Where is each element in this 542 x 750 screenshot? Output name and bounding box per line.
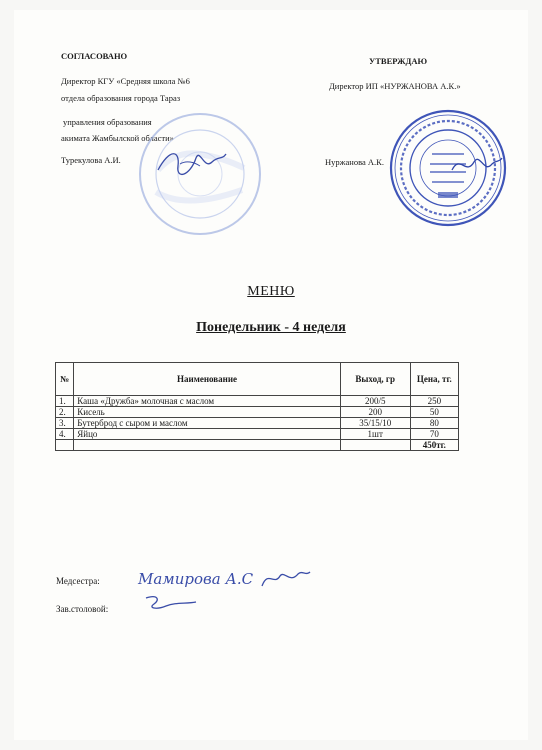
director-signature-left [150, 140, 230, 186]
approval-left-signer: Турекулова А.И. [61, 155, 121, 165]
table-row [56, 418, 459, 429]
approval-right-signer: Нуржанова А.К. [325, 157, 384, 167]
table-row [56, 407, 459, 418]
canteen-head-signature [140, 592, 200, 614]
row-name: Кисель [74, 407, 341, 418]
header-price: Цена, тг. [410, 363, 458, 396]
nurse-label: Медсестра: [56, 576, 100, 586]
row-yield: 1шт [340, 429, 410, 440]
approval-left-line-1: Директор КГУ «Средняя школа №6 [61, 76, 190, 86]
row-yield: 35/15/10 [340, 418, 410, 429]
nurse-handwriting: Мамирова А.С [138, 570, 254, 588]
row-name: Яйцо [74, 429, 341, 440]
approval-left-line-2: отдела образования города Тараз [61, 93, 181, 103]
total-empty-name [74, 440, 341, 451]
approval-left-line-3: управления образования [63, 117, 152, 127]
table-row [56, 429, 459, 440]
total-empty-yield [340, 440, 410, 451]
row-price: 70 [410, 429, 458, 440]
menu-subtitle: Понедельник - 4 неделя [196, 320, 346, 335]
row-number: 3. [56, 418, 74, 429]
table-total-row [56, 440, 459, 451]
director-signature-right [448, 148, 504, 182]
total-empty-number [56, 440, 74, 451]
row-number: 2. [56, 407, 74, 418]
approval-right-line-1: Директор ИП «НУРЖАНОВА А.К.» [329, 81, 461, 91]
nurse-signature [134, 566, 314, 592]
approval-left-title: СОГЛАСОВАНО [61, 51, 128, 61]
header-name: Наименование [74, 363, 341, 396]
row-price: 50 [410, 407, 458, 418]
total-price: 450тг. [410, 440, 458, 451]
row-price: 80 [410, 418, 458, 429]
row-name: Бутерброд с сыром и маслом [74, 418, 341, 429]
row-yield: 200 [340, 407, 410, 418]
row-price: 250 [410, 396, 458, 407]
menu-table [55, 362, 459, 451]
table-header-row [56, 363, 459, 396]
approval-right-title: УТВЕРЖДАЮ [369, 56, 428, 66]
row-name: Каша «Дружба» молочная с маслом [74, 396, 341, 407]
row-number: 4. [56, 429, 74, 440]
row-number: 1. [56, 396, 74, 407]
canteen-head-label: Зав.столовой: [56, 604, 109, 614]
table-row [56, 396, 459, 407]
header-number: № [56, 363, 74, 396]
row-yield: 200/5 [340, 396, 410, 407]
header-yield: Выход, гр [340, 363, 410, 396]
menu-title: МЕНЮ [247, 284, 295, 299]
approval-left-line-4: акимата Жамбылской области» [61, 133, 174, 143]
